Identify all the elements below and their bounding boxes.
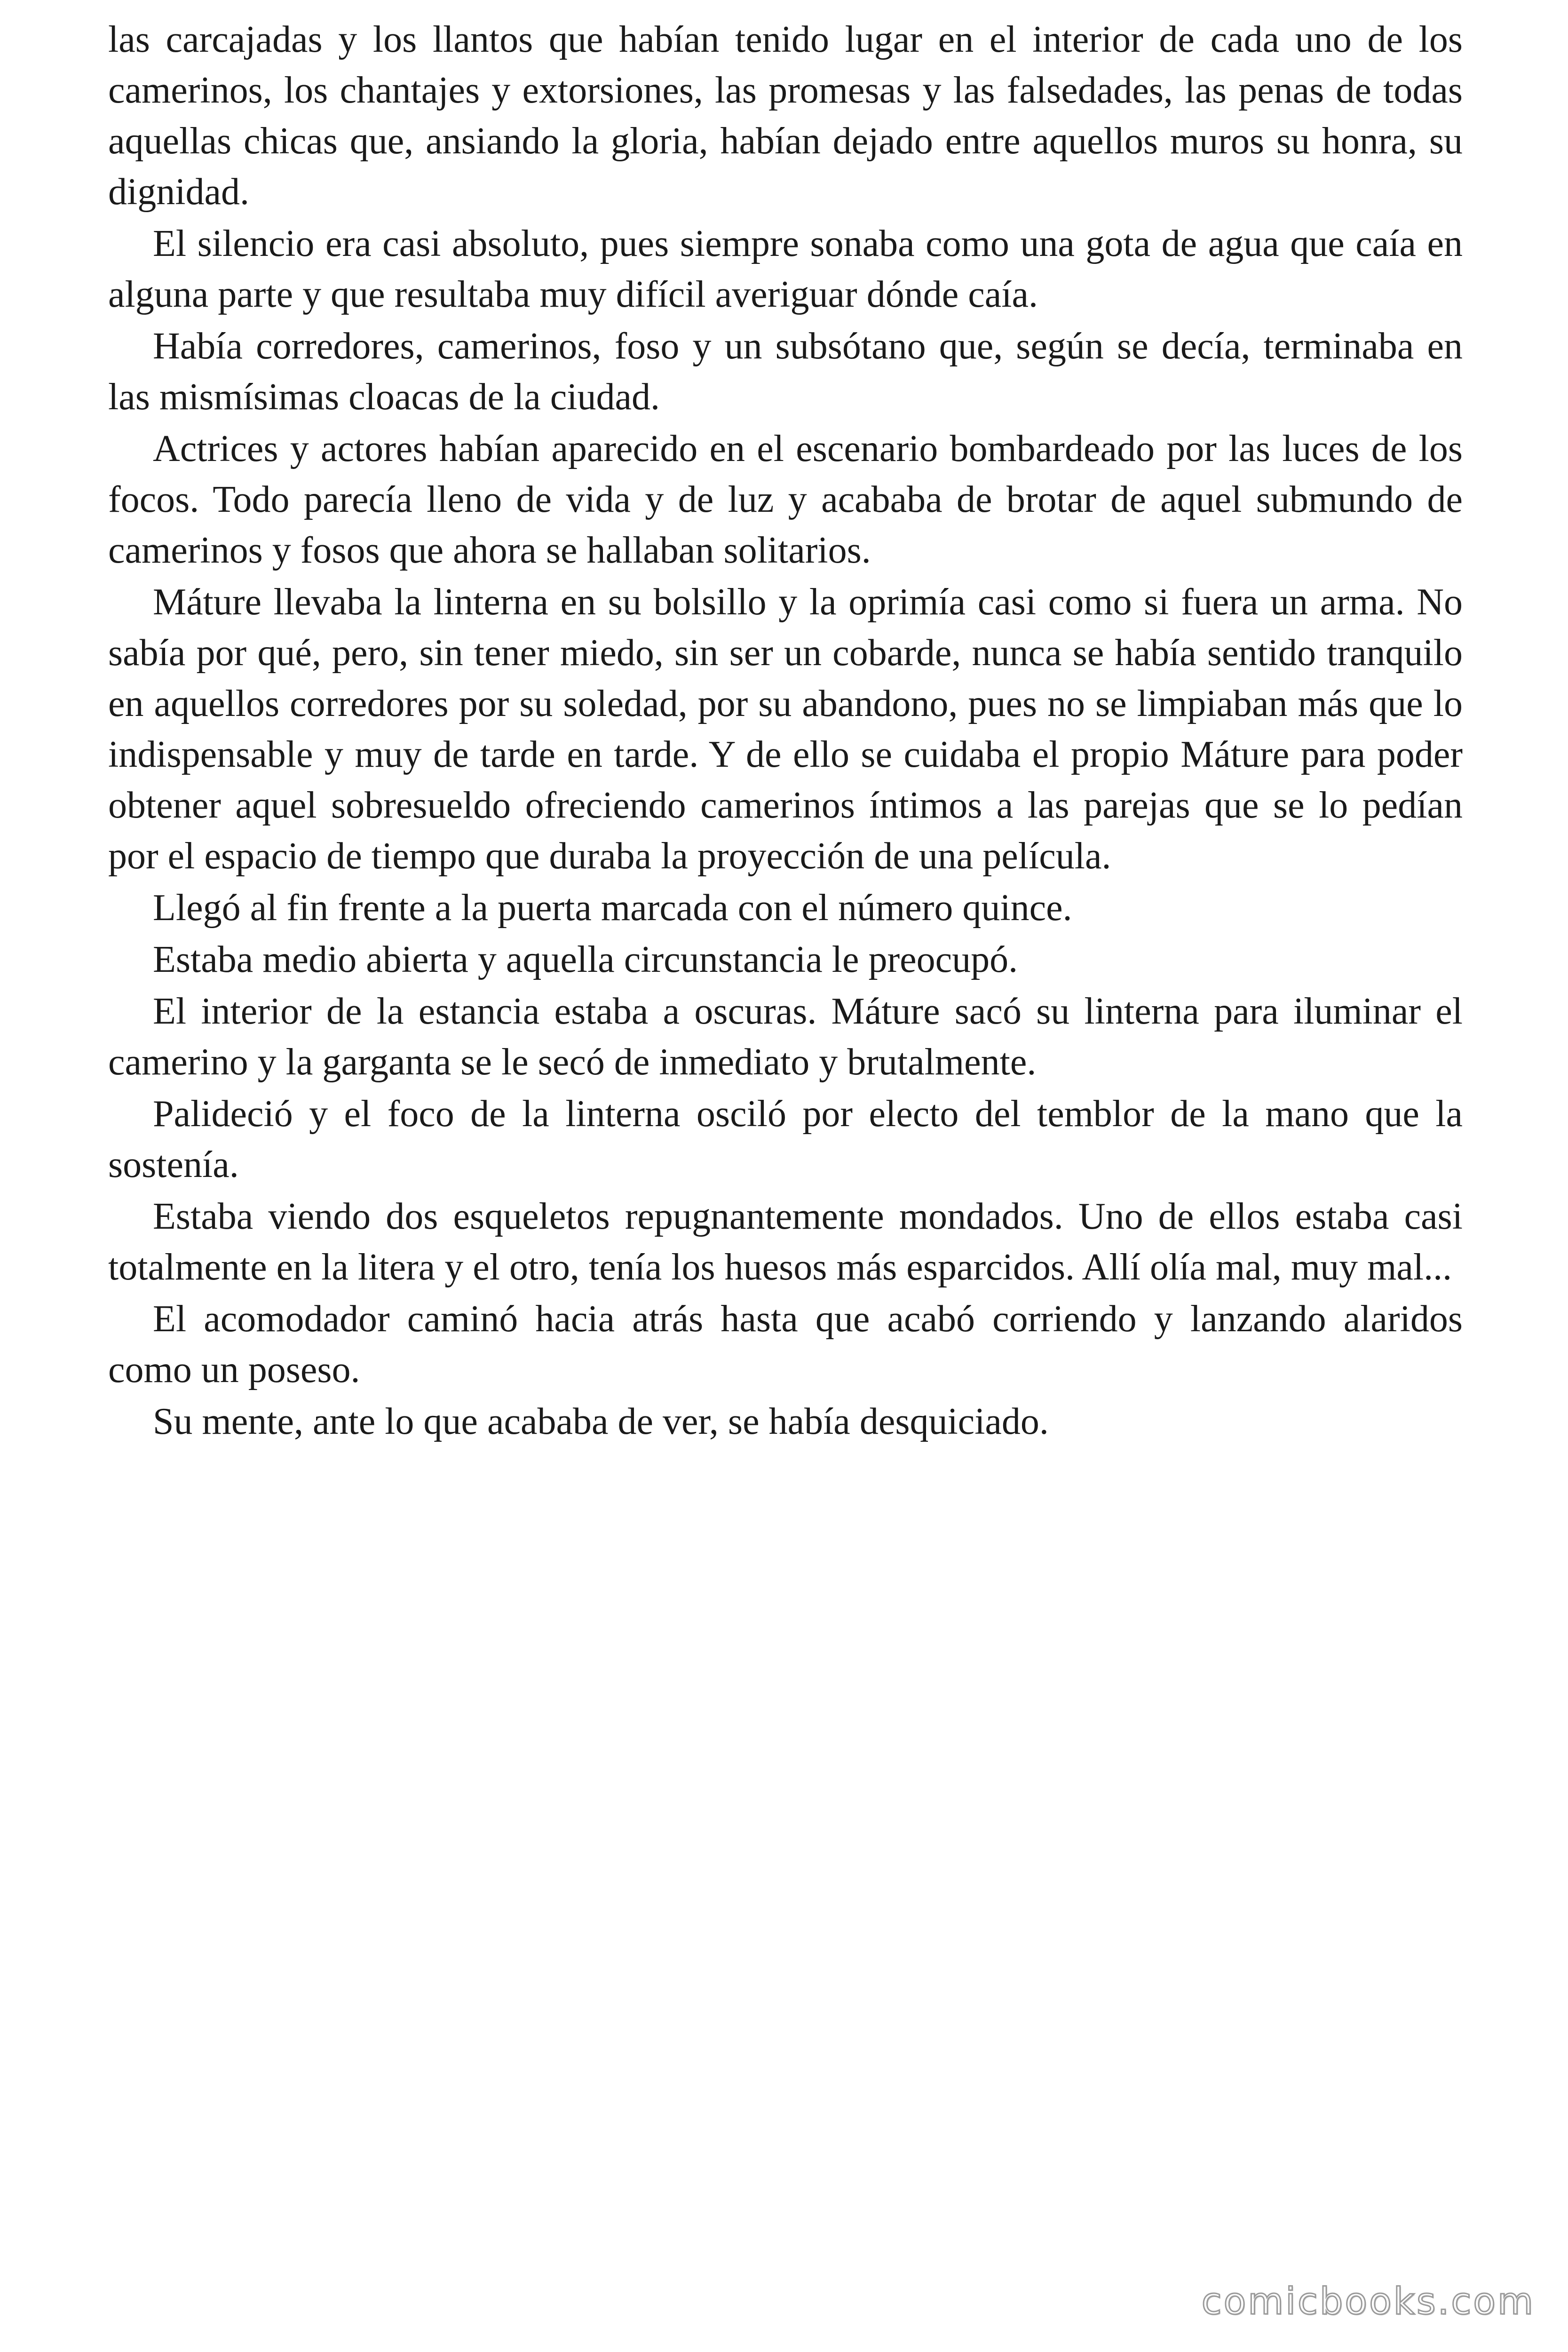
paragraph: El silencio era casi absoluto, pues siempre sonaba como una gota de agua que caía en alguna parte y que resultaba muy difícil averiguar dónde caía. [108, 223, 1463, 315]
paragraph: Estaba viendo dos esqueletos repugnantemente mondados. Uno de ellos estaba casi totalmente en la litera y el otro, tenía los huesos más esparcidos. Allí olía mal, muy mal... [108, 1196, 1463, 1288]
paragraph: Había corredores, camerinos, foso y un subsótano que, según se decía, terminaba en las mismísimas cloacas de la ciudad. [108, 326, 1463, 418]
body-text [108, 14, 1463, 1448]
paragraph: Llegó al fin frente a la puerta marcada con el número quince. [153, 887, 1072, 929]
paragraph: Estaba medio abierta y aquella circunstancia le preocupó. [153, 939, 1018, 980]
watermark-logo: comicbooks.com [1201, 2280, 1535, 2323]
paragraph: las carcajadas y los llantos que habían tenido lugar en el interior de cada uno de los camerinos, los chantajes y extorsiones, las promesas y las falsedades, las penas de todas aquellas chicas que, ansiando la gloria, habían dejado entre aquellos muros su honra, su dignidad. [108, 19, 1463, 213]
paragraph: Máture llevaba la linterna en su bolsillo y la oprimía casi como si fuera un arma. No sabía por qué, pero, sin tener miedo, sin ser un cobarde, nunca se había sentido tranquilo en aquellos corredores por su soledad, por su abandono, pues no se limpiaban más que lo indispensable y muy de tarde en tarde. Y de ello se cuidaba el propio Máture para poder obtener aquel sobresueldo ofreciendo camerinos íntimos a las parejas que se lo pedían por el espacio de tiempo que duraba la proyección de una película. [108, 581, 1463, 877]
paragraph: Su mente, ante lo que acababa de ver, se había desquiciado. [153, 1401, 1049, 1442]
paragraph: Palideció y el foco de la linterna osciló por electo del temblor de la mano que la sostenía. [108, 1093, 1463, 1185]
paragraph: Actrices y actores habían aparecido en el escenario bombardeado por las luces de los focos. Todo parecía lleno de vida y de luz y acababa de brotar de aquel submundo de camerinos y fosos que ahora se hallaban solitarios. [108, 428, 1463, 571]
paragraph: El interior de la estancia estaba a oscuras. Máture sacó su linterna para iluminar el camerino y la garganta se le secó de inmediato y brutalmente. [108, 991, 1463, 1083]
paragraph: El acomodador caminó hacia atrás hasta que acabó corriendo y lanzando alaridos como un poseso. [108, 1298, 1463, 1391]
